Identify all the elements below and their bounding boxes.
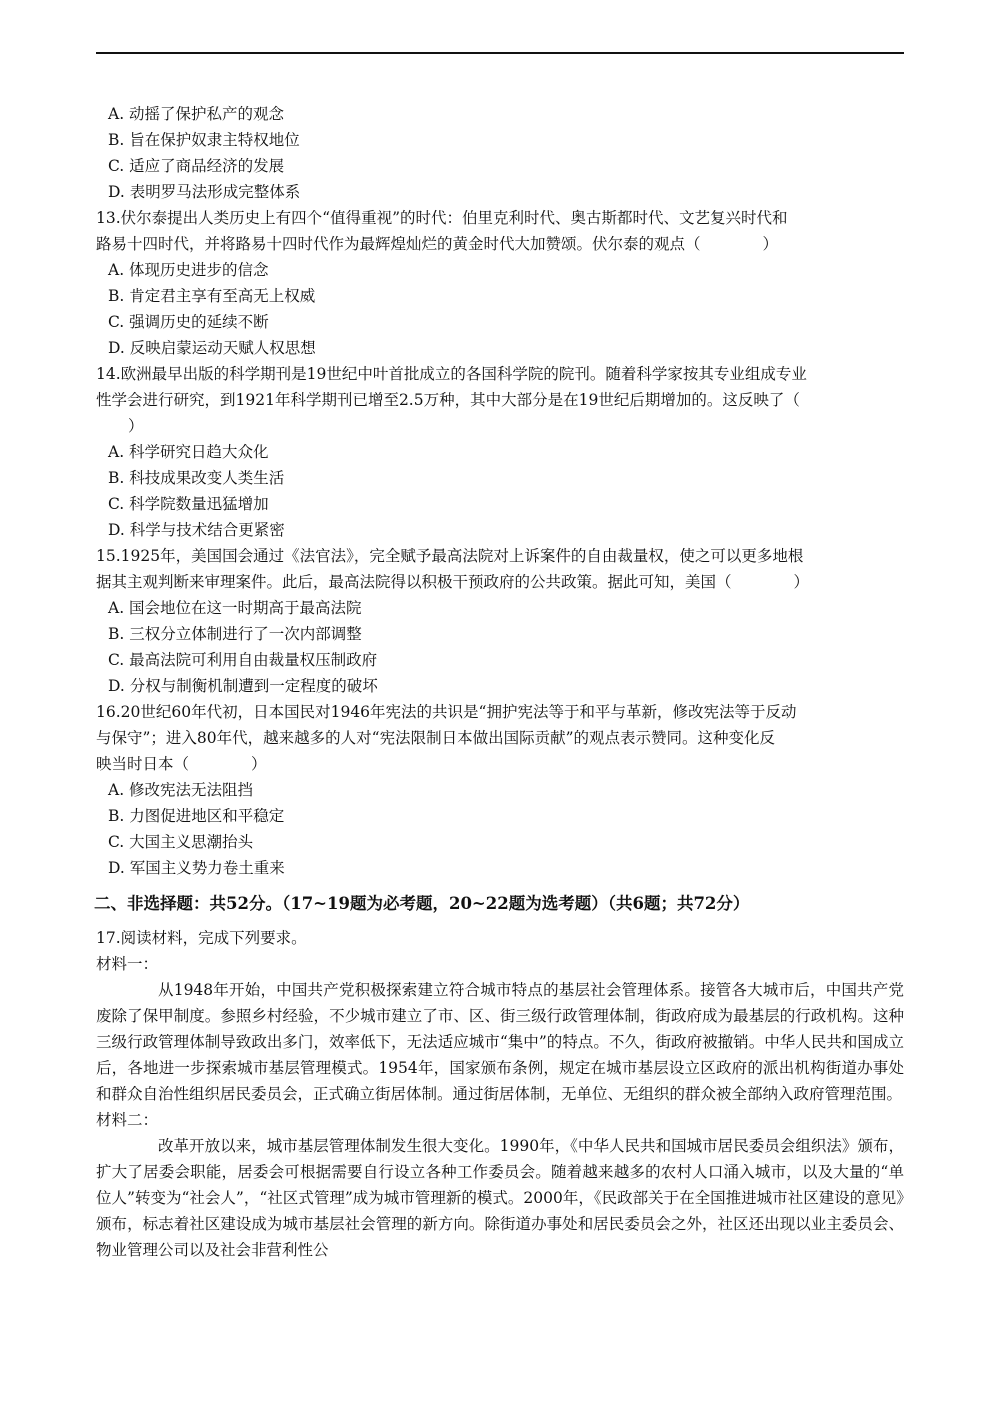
- question-stem: 15.1925年，美国国会通过《法官法》，完全赋予最高法院对上诉案件的自由裁量权，使之可以更多地根: [96, 547, 804, 565]
- question-stem: 13.伏尔泰提出人类历史上有四个“值得重视”的时代：伯里克利时代、奥古斯都时代、文艺复兴时代和: [96, 209, 788, 227]
- answer-bracket: ）: [128, 417, 144, 435]
- material-label: 材料一：: [96, 955, 159, 973]
- option-c: C. 强调历史的延续不断: [108, 313, 269, 331]
- option-c: C. 最高法院可利用自由裁量权压制政府: [108, 651, 378, 669]
- material-label: 材料二：: [96, 1111, 159, 1129]
- question-stem: 映当时日本（ ）: [96, 755, 267, 773]
- option-c: C. 适应了商品经济的发展: [108, 157, 285, 175]
- option-b: B. 旨在保护奴隶主特权地位: [108, 131, 300, 149]
- q12-options: [96, 101, 904, 205]
- option-b: B. 科技成果改变人类生活: [108, 469, 285, 487]
- question-13: [96, 205, 904, 361]
- header-rule: [96, 52, 904, 54]
- question-intro: 17.阅读材料，完成下列要求。: [96, 929, 307, 947]
- option-d: D. 科学与技术结合更紧密: [108, 521, 285, 539]
- question-17: [96, 925, 904, 1263]
- section-heading: 二、非选择题：共52分。（17~19题为必考题，20~22题为选考题）（共6题；共72分）: [94, 894, 750, 913]
- option-c: C. 科学院数量迅猛增加: [108, 495, 269, 513]
- option-d: D. 分权与制衡机制遭到一定程度的破坏: [108, 677, 378, 695]
- exam-content: [96, 101, 904, 1263]
- option-b: B. 肯定君主享有至高无上权威: [108, 287, 316, 305]
- option-d: D. 军国主义势力卷土重来: [108, 859, 285, 877]
- option-d: D. 表明罗马法形成完整体系: [108, 183, 301, 201]
- option-b: B. 力图促进地区和平稳定: [108, 807, 285, 825]
- question-stem: 16.20世纪60年代初，日本国民对1946年宪法的共识是“拥护宪法等于和平与革新，修改宪法等于反动: [96, 703, 797, 721]
- option-a: A. 科学研究日趋大众化: [108, 443, 269, 461]
- material-text: 改革开放以来，城市基层管理体制发生很大变化。1990年，《中华人民共和国城市居民委员会组织法》颁布，扩大了居委会职能，居委会可根据需要自行设立各种工作委员会。随着越来越多的农村人口涌入城市，以及大量的“单位人”转变为“社会人”，“社区式管理”成为城市管理新的模式。2000年，《民政部关于在全国推进城市社区建设的意见》颁布，标志着社区建设成为城市基层社会管理的新方向。除街道办事处和居民委员会之外，社区还出现以业主委员会、物业管理公司以及社会非营利性公: [96, 1137, 904, 1259]
- option-a: A. 体现历史进步的信念: [108, 261, 269, 279]
- question-stem: 与保守”；进入80年代，越来越多的人对“宪法限制日本做出国际贡献”的观点表示赞同。这种变化反: [96, 729, 775, 747]
- question-16: [96, 699, 904, 881]
- option-d: D. 反映启蒙运动天赋人权思想: [108, 339, 316, 357]
- question-stem: 据其主观判断来审理案件。此后，最高法院得以积极干预政府的公共政策。据此可知，美国（ ）: [96, 573, 810, 591]
- question-stem: 14.欧洲最早出版的科学期刊是19世纪中叶首批成立的各国科学院的院刊。随着科学家按其专业组成专业: [96, 365, 807, 383]
- option-a: A. 国会地位在这一时期高于最高法院: [108, 599, 362, 617]
- question-stem: 性学会进行研究，到1921年科学期刊已增至2.5万种，其中大部分是在19世纪后期增加的。这反映了（: [96, 391, 800, 409]
- option-a: A. 动摇了保护私产的观念: [108, 105, 285, 123]
- material-text: 从1948年开始，中国共产党积极探索建立符合城市特点的基层社会管理体系。接管各大城市后，中国共产党废除了保甲制度。参照乡村经验，不少城市建立了市、区、街三级行政管理体制，街政府成为最基层的行政机构。这种三级行政管理体制导致政出多门，效率低下，无法适应城市“集中”的特点。不久，街政府被撤销。中华人民共和国成立后，各地进一步探索城市基层管理模式。1954年，国家颁布条例，规定在城市基层设立区政府的派出机构街道办事处和群众自治性组织居民委员会，正式确立街居体制。通过街居体制，无单位、无组织的群众被全部纳入政府管理范围。: [96, 981, 904, 1103]
- question-14: [96, 361, 904, 543]
- option-b: B. 三权分立体制进行了一次内部调整: [108, 625, 362, 643]
- option-c: C. 大国主义思潮抬头: [108, 833, 254, 851]
- question-15: [96, 543, 904, 699]
- option-a: A. 修改宪法无法阻挡: [108, 781, 254, 799]
- question-stem: 路易十四时代，并将路易十四时代作为最辉煌灿烂的黄金时代大加赞颂。伏尔泰的观点（ ）: [96, 235, 779, 253]
